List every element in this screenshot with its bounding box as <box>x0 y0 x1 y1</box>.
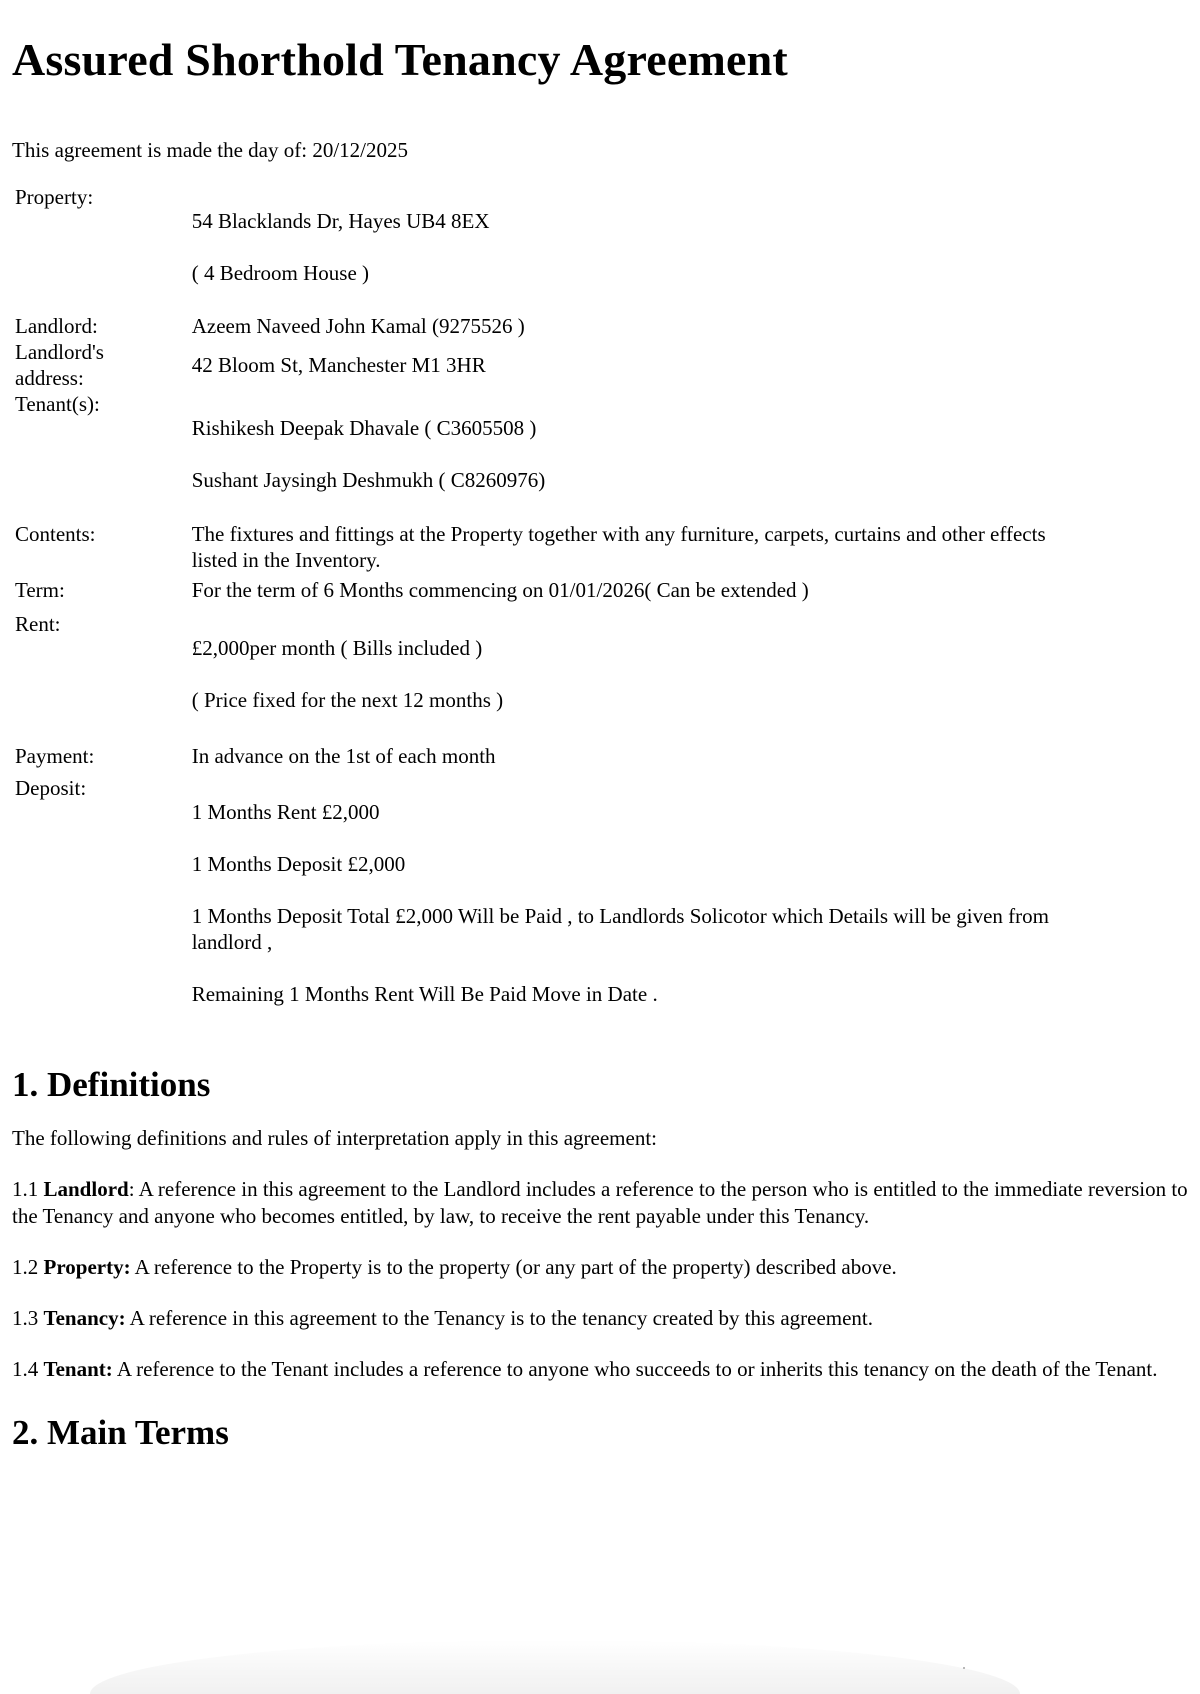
definition-term: Property: <box>43 1255 131 1279</box>
deposit-line-4: Remaining 1 Months Rent Will Be Paid Move in Date . <box>191 982 658 1006</box>
page-bottom-shadow <box>90 1640 1020 1694</box>
contents-row <box>12 521 1188 573</box>
document-title: Assured Shorthold Tenancy Agreement <box>12 34 788 85</box>
deposit-label: Deposit: <box>15 776 87 800</box>
property-row <box>12 184 1188 286</box>
tenants-row <box>12 391 1188 493</box>
payment-row <box>12 743 1188 769</box>
deposit-line-1: 1 Months Rent £2,000 <box>191 800 380 824</box>
definition-item-1: 1.1 Landlord: A reference in this agreement to the Landlord includes a reference to the person who is entitled to the immediate reversion to the Tenancy and anyone who becomes entitled, by law, to receive the rent payable under this Tenancy. <box>12 1177 1188 1228</box>
definition-term: Tenant: <box>43 1357 113 1381</box>
definitions-intro: The following definitions and rules of interpretation apply in this agreement: <box>12 1126 658 1150</box>
contents-label: Contents: <box>15 522 96 546</box>
definition-term: Tenancy: <box>43 1306 126 1330</box>
definition-term: Landlord <box>43 1177 129 1201</box>
rent-amount: £2,000per month ( Bills included ) <box>191 636 483 660</box>
deposit-row <box>12 775 1188 1007</box>
deposit-line-2: 1 Months Deposit £2,000 <box>191 852 406 876</box>
landlord-address-row <box>12 339 1188 391</box>
main-terms-heading: 2. Main Terms <box>12 1413 229 1452</box>
rent-label: Rent: <box>15 612 61 636</box>
payment-value: In advance on the 1st of each month <box>191 744 496 768</box>
rent-row <box>12 611 1188 713</box>
definition-text: A reference to the Property is to the property (or any part of the property) described above. <box>134 1255 897 1279</box>
tenant-name-2: Sushant Jaysingh Deshmukh ( C8260976) <box>191 468 546 492</box>
definition-item-2: 1.2 Property: A reference to the Property is to the property (or any part of the property) described above. <box>12 1255 897 1279</box>
term-row <box>12 577 1188 603</box>
tenant-name-1: Rishikesh Deepak Dhavale ( C3605508 ) <box>191 416 537 440</box>
definition-item-3: 1.3 Tenancy: A reference in this agreement to the Tenancy is to the tenancy created by this agreement. <box>12 1306 874 1330</box>
definitions-heading: 1. Definitions <box>12 1065 211 1104</box>
rent-note: ( Price fixed for the next 12 months ) <box>191 688 504 712</box>
agreement-date-value: 20/12/2025 <box>312 138 408 162</box>
scan-speck <box>963 1667 965 1669</box>
landlord-label: Landlord: <box>15 314 98 338</box>
property-label: Property: <box>15 185 94 209</box>
definition-item-4: 1.4 Tenant: A reference to the Tenant includes a reference to anyone who succeeds to or inherits this tenancy on the death of the Tenant. <box>12 1357 1158 1381</box>
payment-label: Payment: <box>15 744 95 768</box>
definition-text: A reference in this agreement to the Landlord includes a reference to the person who is entitled to the immediate reversion to the Tenancy and anyone who becomes entitled, by law, to receive the rent payable under this Tenancy. <box>12 1177 1188 1228</box>
term-value: For the term of 6 Months commencing on 01/01/2026( Can be extended ) <box>191 578 809 602</box>
landlord-address-value: 42 Bloom St, Manchester M1 3HR <box>191 353 486 377</box>
property-address: 54 Blacklands Dr, Hayes UB4 8EX <box>191 209 490 233</box>
deposit-line-3b: landlord , <box>191 930 273 954</box>
landlord-value: Azeem Naveed John Kamal (9275526 ) <box>191 314 525 338</box>
property-type: ( 4 Bedroom House ) <box>191 261 370 285</box>
landlord-address-label-line2: address: <box>15 366 84 390</box>
definition-text: A reference to the Tenant includes a reference to anyone who succeeds to or inherits this tenancy on the death of the Tenant. <box>116 1357 1158 1381</box>
deposit-line-3a: 1 Months Deposit Total £2,000 Will be Paid , to Landlords Solicotor which Details will be given from <box>191 904 1049 928</box>
agreement-date-line <box>12 138 1188 162</box>
agreement-details-table <box>12 184 1188 1007</box>
document-page <box>12 28 1188 1455</box>
definition-text: A reference in this agreement to the Tenancy is to the tenancy created by this agreement. <box>129 1306 874 1330</box>
agreement-date-label: This agreement is made the day of: <box>12 138 308 162</box>
landlord-address-label-line1: Landlord's <box>15 340 104 364</box>
landlord-row <box>12 313 1188 339</box>
term-label: Term: <box>15 578 65 602</box>
tenants-label: Tenant(s): <box>15 392 100 416</box>
contents-line-2: listed in the Inventory. <box>191 548 381 572</box>
contents-line-1: The fixtures and fittings at the Property together with any furniture, carpets, curtains and other effects <box>191 522 1046 546</box>
